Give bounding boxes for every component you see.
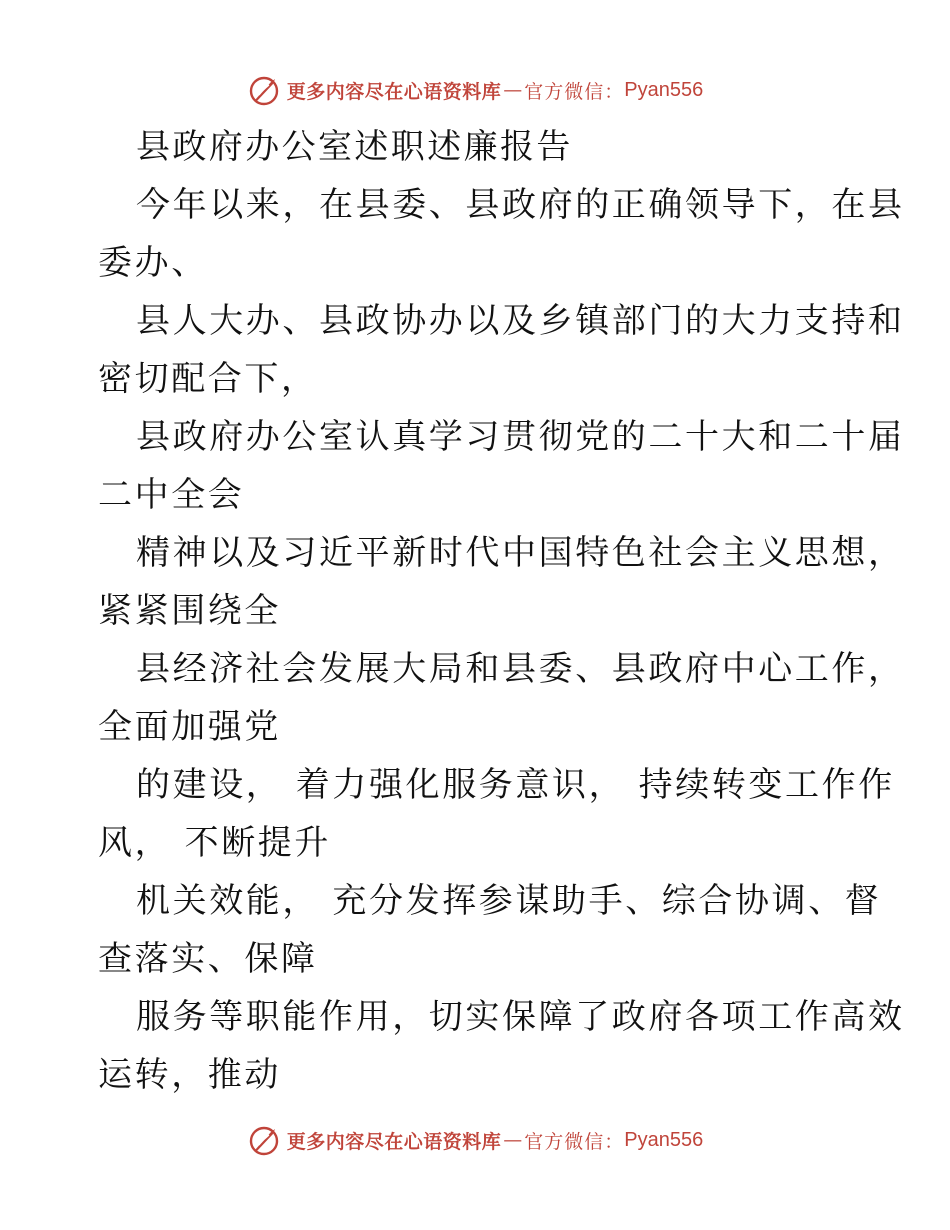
banner-contact-id: Pyan556: [624, 78, 704, 101]
banner-contact-id: Pyan556: [624, 1128, 704, 1151]
banner-separator: —: [503, 1129, 523, 1151]
banner-contact-label: 官方微信：: [524, 80, 625, 103]
banner-text: 更多内容尽在心语资料库: [286, 1130, 502, 1153]
paragraph-line: 今年以来，在县委、县政府的正确领导下，在县: [136, 185, 905, 225]
banner-text: 更多内容尽在心语资料库: [286, 80, 502, 103]
paragraph-line: 风， 不断提升: [98, 823, 332, 863]
paragraph-line: 委办、: [98, 243, 208, 283]
banner-separator: —: [503, 79, 523, 101]
paragraph-line: 县经济社会发展大局和县委、县政府中心工作，: [136, 649, 905, 689]
paragraph-line: 县政府办公室认真学习贯彻党的二十大和二十届: [136, 417, 905, 457]
paragraph-line: 二中全会: [98, 475, 245, 515]
header-banner: [0, 70, 950, 110]
document-body: [98, 118, 905, 1104]
footer-banner: [0, 1120, 950, 1160]
paragraph-line: 的建设， 着力强化服务意识， 持续转变工作作: [136, 765, 895, 805]
paragraph-line: 紧紧围绕全: [98, 591, 281, 631]
paragraph-line: 机关效能， 充分发挥参谋助手、综合协调、督: [136, 881, 882, 921]
quill-pen-icon: [247, 1123, 281, 1157]
paragraph-line: 运转，推动: [98, 1055, 281, 1095]
paragraph-line: 服务等职能作用，切实保障了政府各项工作高效: [136, 997, 905, 1037]
paragraph-line: 密切配合下，: [98, 359, 318, 399]
paragraph-line: 查落实、保障: [98, 939, 318, 979]
paragraph-line: 全面加强党: [98, 707, 281, 747]
banner-contact-label: 官方微信：: [524, 1130, 625, 1153]
quill-pen-icon: [247, 73, 281, 107]
paragraph-line: 县人大办、县政协办以及乡镇部门的大力支持和: [136, 301, 905, 341]
paragraph-line: 精神以及习近平新时代中国特色社会主义思想，: [136, 533, 905, 573]
document-title: 县政府办公室述职述廉报告: [136, 127, 573, 167]
